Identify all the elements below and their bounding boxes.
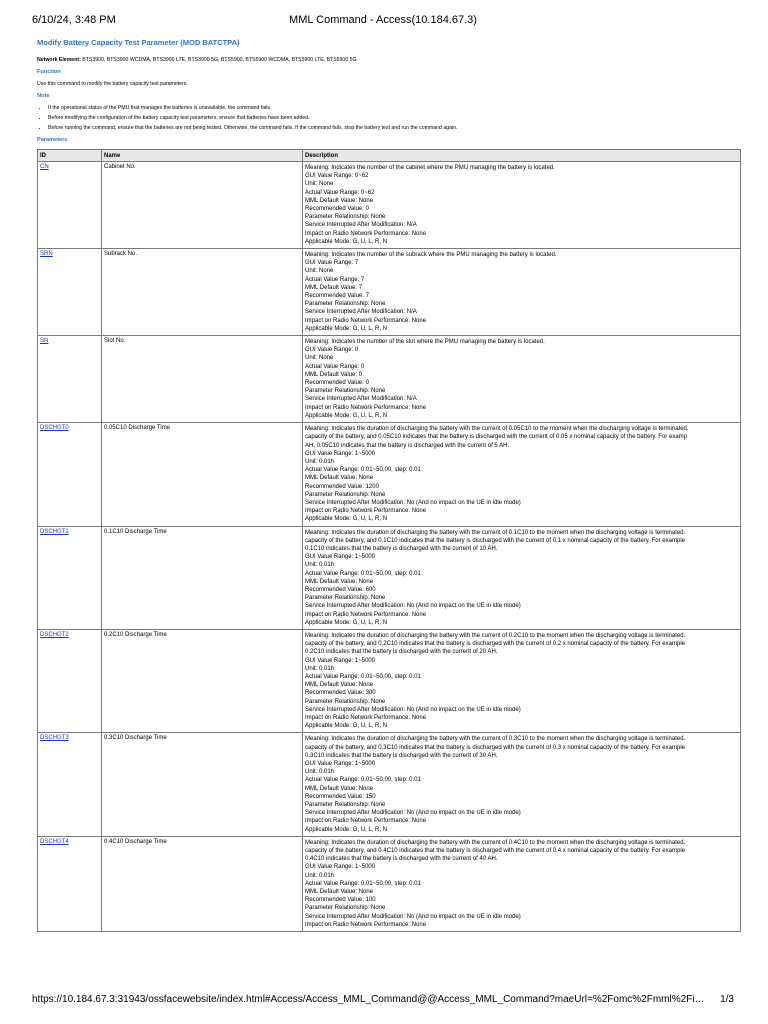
description-line: Service Interrupted After Modification: No (And no impact on the UE in idle mode)	[305, 913, 521, 920]
header-description: Description	[303, 150, 741, 162]
description-line: MML Default Value: None	[305, 197, 374, 204]
table-row	[38, 526, 741, 629]
description-line: Actual Value Range: 7	[305, 276, 365, 283]
param-id-cell	[38, 733, 102, 836]
description-line: Recommended Value: 7	[305, 293, 369, 300]
description-line: Parameter Relationship: None	[305, 595, 386, 602]
description-line: Parameter Relationship: None	[305, 388, 386, 395]
description-line: GUI Value Range: 1~5000	[305, 450, 376, 457]
note-heading: Note	[37, 93, 50, 99]
param-id-link[interactable]: DSCHGT3	[40, 735, 69, 742]
header-name: Name	[102, 150, 303, 162]
param-id-cell	[38, 526, 102, 629]
description-line: Unit: 0.01h	[305, 458, 335, 465]
description-line: Actual Value Range: 0	[305, 363, 365, 370]
description-line: Actual Value Range: 0~62	[305, 189, 375, 196]
description-line: Meaning: Indicates the duration of discharging the battery with the current of 0.3C10 to the moment when the discharging voltage is terminated.	[305, 736, 686, 743]
description-line: 0.4C10 indicates that the battery is discharged with the current of 40 AH.	[305, 856, 498, 863]
param-id-link[interactable]: SRN	[40, 251, 53, 258]
description-line: Applicable Mode: G, U, L, R, N	[305, 238, 388, 245]
param-description-cell	[303, 162, 741, 249]
description-line: capacity of the battery, and 0.4C10 indicates that the battery is discharged with the current of 0.4 x nominal capacity of the battery. For example	[305, 848, 685, 855]
description-line: MML Default Value: None	[305, 682, 374, 689]
param-id-cell	[38, 423, 102, 526]
param-name-cell: 0.4C10 Discharge Time	[102, 836, 303, 931]
description-line: Service Interrupted After Modification: No (And no impact on the UE in idle mode)	[305, 810, 521, 817]
description-line: GUI Value Range: 1~5000	[305, 864, 376, 871]
description-line: Meaning: Indicates the duration of discharging the battery with the current of 0.2C10 to the moment when the discharging voltage is terminated.	[305, 632, 686, 639]
param-name-cell: Slot No.	[102, 336, 303, 423]
param-id-cell	[38, 629, 102, 732]
param-name-cell: 0.05C10 Discharge Time	[102, 423, 303, 526]
description-line: 0.2C10 indicates that the battery is discharged with the current of 20 AH.	[305, 649, 498, 656]
description-line: MML Default Value: None	[305, 889, 374, 896]
print-page-title: MML Command - Access(10.184.67.3)	[289, 14, 477, 26]
description-line: Service Interrupted After Modification: No (And no impact on the UE in idle mode)	[305, 603, 521, 610]
table-row	[38, 162, 741, 249]
description-line: capacity of the battery, and 0.2C10 indicates that the battery is discharged with the current of 0.2 x nominal capacity of the battery. For example	[305, 641, 685, 648]
network-element-line	[37, 57, 737, 63]
param-id-cell	[38, 162, 102, 249]
description-line: GUI Value Range: 1~5000	[305, 657, 376, 664]
network-element-value: BTS3900, BTS3900 WCDMA, BTS3900 LTE, BTS3900 5G, BTS5900, BTS5900 WCDMA, BTS5900 LTE, BTS5900 5G	[80, 57, 357, 63]
param-id-link[interactable]: DSCHGT1	[40, 528, 69, 535]
description-line: MML Default Value: None	[305, 475, 374, 482]
param-id-link[interactable]: DSCHGT2	[40, 631, 69, 638]
description-line: Parameter Relationship: None	[305, 698, 386, 705]
table-header-row	[38, 150, 741, 162]
description-line: Recommended Value: 0	[305, 380, 369, 387]
print-header	[32, 14, 734, 30]
description-line: Meaning: Indicates the number of the slot where the PMU managing the battery is located.	[305, 339, 545, 346]
description-line: Recommended Value: 300	[305, 690, 376, 697]
param-name-cell: 0.3C10 Discharge Time	[102, 733, 303, 836]
param-id-cell	[38, 836, 102, 931]
description-line: Impact on Radio Network Performance: None	[305, 715, 427, 721]
description-line: Impact on Radio Network Performance: None	[305, 508, 427, 515]
param-name-cell: Cabinet No.	[102, 162, 303, 249]
description-line: Service Interrupted After Modification: No (And no impact on the UE in idle mode)	[305, 706, 521, 713]
description-line: Actual Value Range: 0.01~50.00, step: 0.01	[305, 673, 421, 680]
description-line: Unit: 0.01h	[305, 562, 335, 569]
description-line: Unit: None	[305, 268, 334, 275]
header-id: ID	[38, 150, 102, 162]
param-description-cell	[303, 423, 741, 526]
print-footer	[32, 994, 734, 1008]
description-line: Actual Value Range: 0.01~50.00, step: 0.01	[305, 777, 421, 784]
description-line: Applicable Mode: G, U, L, R, N	[305, 723, 388, 730]
param-description-cell	[303, 733, 741, 836]
description-line: 0.3C10 indicates that the battery is discharged with the current of 30 AH.	[305, 752, 498, 759]
description-line: Recommended Value: 100	[305, 897, 376, 904]
description-line: GUI Value Range: 0	[305, 347, 359, 354]
parameters-heading: Parameters	[37, 137, 68, 143]
description-line: Applicable Mode: G, U, L, R, N	[305, 826, 388, 833]
param-description-cell	[303, 249, 741, 336]
param-id-link[interactable]: CN	[40, 164, 49, 170]
description-line: MML Default Value: 0	[305, 371, 363, 378]
description-line: Meaning: Indicates the duration of discharging the battery with the current of 0.1C10 to the moment when the discharging voltage is terminated.	[305, 529, 686, 536]
description-line: Meaning: Indicates the duration of discharging the battery with the current of 0.05C10 to the moment when the discharging voltage is terminated.	[305, 426, 689, 433]
description-line: GUI Value Range: 1~5000	[305, 554, 376, 561]
description-line: Parameter Relationship: None	[305, 301, 386, 308]
command-title: Modify Battery Capacity Test Parameter (MOD BATCTPA)	[37, 38, 240, 47]
function-heading: Function	[37, 69, 61, 75]
description-line: Applicable Mode: G, U, L, R, N	[305, 325, 388, 332]
description-line: GUI Value Range: 1~5000	[305, 761, 376, 768]
param-id-cell	[38, 249, 102, 336]
description-line: Service Interrupted After Modification: No (And no impact on the UE in idle mode)	[305, 499, 521, 506]
param-description-cell	[303, 526, 741, 629]
page-url: https://10.184.67.3:31943/ossfacewebsite/index.html#Access/Access_MML_Command@@Access_MML_Command?maeUrl=%2Fomc%2Fmml%2Fi…	[32, 994, 705, 1005]
note-item: • Before running the command, ensure that the batteries are not being tested. Otherwise, the command fails. If the command fails, stop the battery test and run the command again.	[48, 125, 737, 131]
description-line: Service Interrupted After Modification: N/A	[305, 396, 417, 403]
description-line: Unit: 0.01h	[305, 872, 335, 879]
description-line: MML Default Value: None	[305, 578, 374, 585]
description-line: AH, 0.05C10 indicates that the battery is discharged with the current of 5 AH.	[305, 442, 510, 449]
description-line: Actual Value Range: 0.01~50.00, step: 0.01	[305, 467, 421, 474]
function-text: Use this command to modify the battery capacity test parameters.	[37, 81, 188, 87]
note-item: • Before modifying the configuration of the battery capacity test parameters, ensure that batteries have been added.	[48, 115, 737, 121]
description-line: Impact on Radio Network Performance: None	[305, 818, 427, 825]
param-id-link[interactable]: DSCHGT4	[40, 838, 69, 845]
description-line: Parameter Relationship: None	[305, 491, 386, 498]
param-name-cell: 0.2C10 Discharge Time	[102, 629, 303, 732]
description-line: Actual Value Range: 0.01~50.00, step: 0.01	[305, 570, 421, 577]
param-name-cell: 0.1C10 Discharge Time	[102, 526, 303, 629]
description-line: Impact on Radio Network Performance: None	[305, 317, 427, 324]
param-description-cell	[303, 336, 741, 423]
param-description-cell	[303, 629, 741, 732]
description-line: Service Interrupted After Modification: N/A	[305, 309, 417, 316]
table-row	[38, 836, 741, 931]
description-line: Recommended Value: 1200	[305, 483, 379, 490]
description-line: Impact on Radio Network Performance: None	[305, 230, 427, 237]
description-line: 0.1C10 indicates that the battery is discharged with the current of 10 AH.	[305, 545, 498, 552]
table-row	[38, 249, 741, 336]
description-line: capacity of the battery, and 0.3C10 indicates that the battery is discharged with the current of 0.3 x nominal capacity of the battery. For example	[305, 744, 685, 751]
description-line: Meaning: Indicates the duration of discharging the battery with the current of 0.4C10 to the moment when the discharging voltage is terminated.	[305, 839, 686, 846]
table-row	[38, 336, 741, 423]
description-line: MML Default Value: 7	[305, 284, 363, 291]
network-element-label: Network Element:	[37, 57, 81, 63]
description-line: Unit: None	[305, 181, 334, 188]
table-body	[38, 162, 741, 932]
description-line: capacity of the battery, and 0.05C10 indicates that the battery is discharged with the current of 0.05 x nominal capacity of the battery. For examp	[305, 434, 687, 441]
param-description-cell	[303, 836, 741, 931]
description-line: Applicable Mode: G, U, L, R, N	[305, 516, 388, 523]
description-line: Recommended Value: 150	[305, 793, 376, 800]
description-line: Parameter Relationship: None	[305, 214, 386, 221]
description-line: capacity of the battery, and 0.1C10 indicates that the battery is discharged with the current of 0.1 x nominal capacity of the battery. For example	[305, 537, 685, 544]
description-line: Unit: 0.01h	[305, 665, 335, 672]
description-line: Applicable Mode: G, U, L, R, N	[305, 619, 388, 626]
page-number: 1/3	[720, 994, 734, 1005]
description-line: Unit: None	[305, 355, 334, 362]
table-row	[38, 423, 741, 526]
description-line: Service Interrupted After Modification: N/A	[305, 222, 417, 229]
description-line: Parameter Relationship: None	[305, 802, 386, 809]
description-line: Recommended Value: 600	[305, 586, 376, 593]
note-item: • If the operational status of the PMU that manages the batteries is unavailable, the command fails.	[48, 105, 737, 111]
description-line: Impact on Radio Network Performance: None	[305, 404, 427, 411]
description-line: Unit: 0.01h	[305, 769, 335, 776]
table-row	[38, 629, 741, 732]
parameters-table	[37, 149, 741, 932]
note-list	[37, 105, 737, 131]
document-content	[37, 38, 737, 932]
description-line: Actual Value Range: 0.01~50.00, step: 0.01	[305, 880, 421, 887]
description-line: Meaning: Indicates the number of the subrack where the PMU managing the battery is located.	[305, 252, 557, 259]
print-date: 6/10/24, 3:48 PM	[32, 14, 116, 26]
description-line: Applicable Mode: G, U, L, R, N	[305, 412, 388, 419]
table-row	[38, 733, 741, 836]
param-id-link[interactable]: DSCHGT0	[40, 425, 69, 432]
description-line: Meaning: Indicates the number of the cabinet where the PMU managing the battery is located.	[305, 165, 555, 171]
description-line: MML Default Value: None	[305, 785, 374, 792]
description-line: GUI Value Range: 0~62	[305, 173, 369, 180]
description-line: Impact on Radio Network Performance: None	[305, 611, 427, 618]
description-line: Parameter Relationship: None	[305, 905, 386, 912]
param-id-cell	[38, 336, 102, 423]
param-id-link[interactable]: SN	[40, 338, 49, 345]
description-line: Impact on Radio Network Performance: None	[305, 921, 427, 928]
description-line: Recommended Value: 0	[305, 206, 369, 213]
param-name-cell: Subrack No.	[102, 249, 303, 336]
description-line: GUI Value Range: 7	[305, 260, 359, 267]
